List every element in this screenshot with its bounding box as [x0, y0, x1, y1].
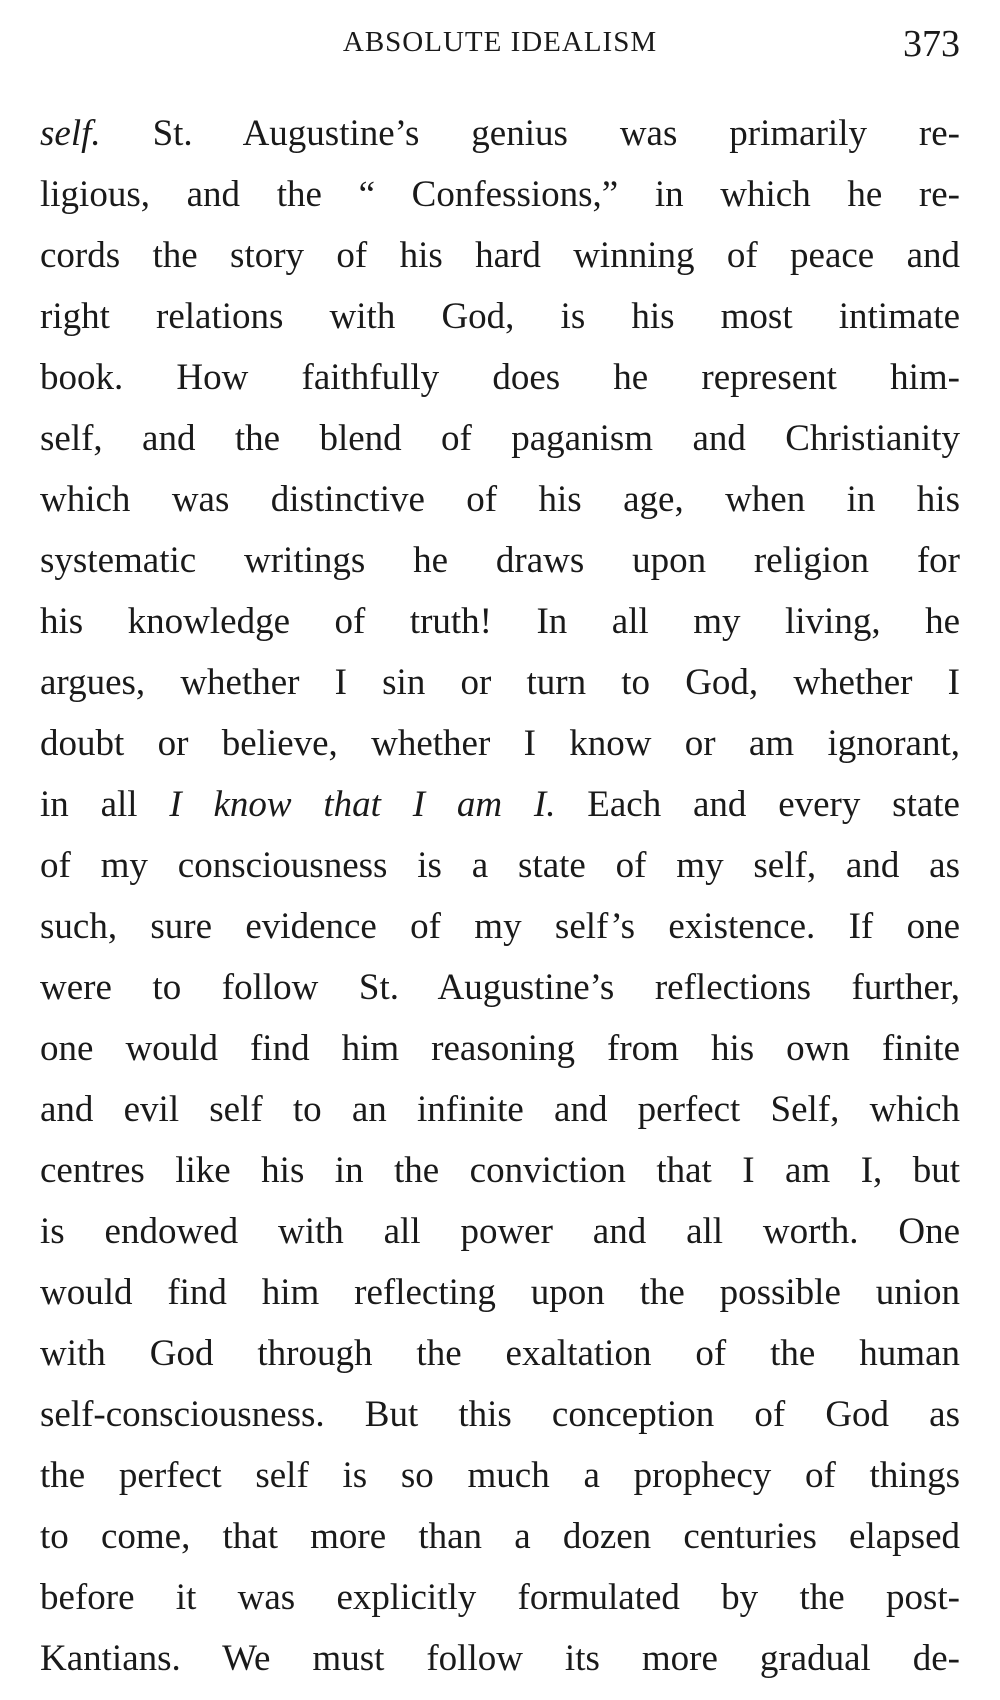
text-segment: would find him reflecting upon the possible union [40, 1272, 960, 1313]
italic-text: self. [40, 113, 101, 154]
text-line [40, 164, 960, 225]
text-line [40, 957, 960, 1018]
text-line [40, 1323, 960, 1384]
text-line [40, 1567, 960, 1628]
text-segment: such, sure evidence of my self’s existence. If one [40, 906, 960, 947]
text-line [40, 774, 960, 835]
text-line [40, 347, 960, 408]
text-line [40, 1079, 960, 1140]
text-segment: one would find him reasoning from his own finite [40, 1028, 960, 1069]
text-segment: the perfect self is so much a prophecy of things [40, 1455, 960, 1496]
text-segment: is endowed with all power and all worth. One [40, 1211, 960, 1252]
text-line [40, 1628, 960, 1689]
text-segment: self-consciousness. But this conception of God as [40, 1394, 960, 1435]
body-text [40, 103, 960, 1689]
text-line [40, 530, 960, 591]
text-segment: centres like his in the conviction that I am I, but [40, 1150, 960, 1191]
text-line [40, 652, 960, 713]
text-segment: in all [40, 784, 170, 825]
text-line [40, 835, 960, 896]
text-segment: systematic writings he draws upon religion for [40, 540, 960, 581]
text-segment: ligious, and the “ Confessions,” in which he re- [40, 174, 960, 215]
text-segment: argues, whether I sin or turn to God, whether I [40, 662, 960, 703]
text-line [40, 103, 960, 164]
text-line [40, 408, 960, 469]
text-segment: were to follow St. Augustine’s reflections further, [40, 967, 960, 1008]
text-line [40, 713, 960, 774]
text-line [40, 1201, 960, 1262]
text-line [40, 591, 960, 652]
text-line [40, 1445, 960, 1506]
text-segment: his knowledge of truth! In all my living, he [40, 601, 960, 642]
running-title: ABSOLUTE IDEALISM [342, 26, 658, 58]
text-line [40, 469, 960, 530]
text-line [40, 225, 960, 286]
text-line [40, 896, 960, 957]
text-segment: cords the story of his hard winning of peace and [40, 235, 960, 276]
text-line [40, 1384, 960, 1445]
page-number: 373 [903, 23, 960, 65]
text-line [40, 1140, 960, 1201]
text-segment: doubt or believe, whether I know or am ignorant, [40, 723, 960, 764]
text-segment: which was distinctive of his age, when in his [40, 479, 960, 520]
italic-text: I know that I am I. [169, 784, 556, 825]
text-segment: Each and every state [555, 784, 960, 825]
running-head [40, 22, 960, 82]
text-line [40, 1018, 960, 1079]
text-segment: self, and the blend of paganism and Christianity [40, 418, 960, 459]
text-segment: before it was explicitly formulated by the post- [40, 1577, 960, 1618]
text-segment: Kantians. We must follow its more gradual de- [40, 1638, 960, 1679]
text-segment: of my consciousness is a state of my self, and as [40, 845, 960, 886]
text-segment: St. Augustine’s genius was primarily re- [100, 113, 960, 154]
text-line [40, 1506, 960, 1567]
text-segment: right relations with God, is his most intimate [40, 296, 960, 337]
text-line [40, 286, 960, 347]
text-line [40, 1262, 960, 1323]
text-segment: to come, that more than a dozen centuries elapsed [40, 1516, 960, 1557]
text-segment: book. How faithfully does he represent him- [40, 357, 960, 398]
text-segment: and evil self to an infinite and perfect Self, which [40, 1089, 960, 1130]
text-segment: with God through the exaltation of the human [40, 1333, 960, 1374]
